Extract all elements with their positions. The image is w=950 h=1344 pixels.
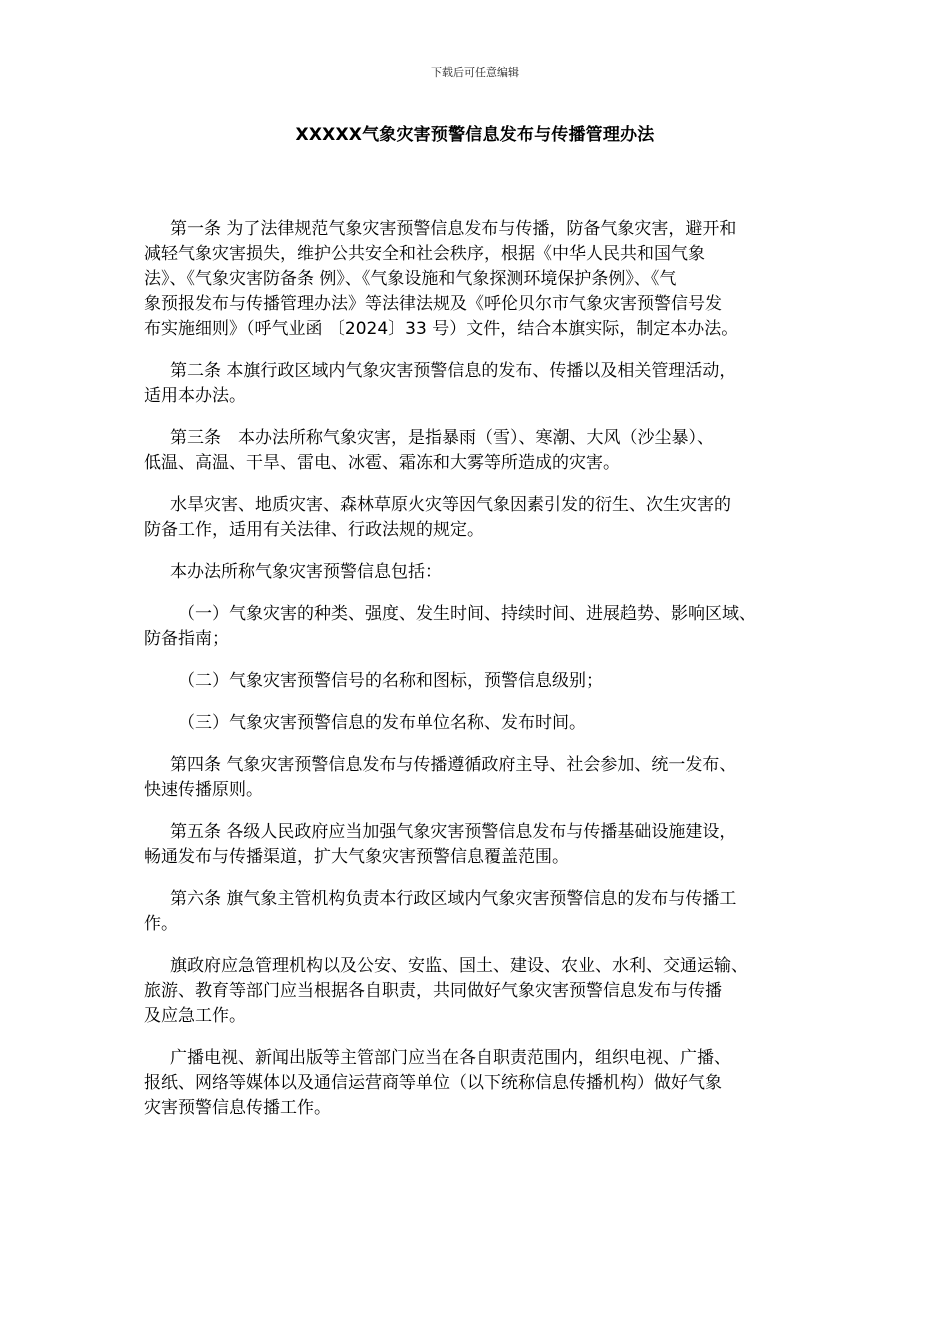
paragraph-line: （一）气象灾害的种类、强度、发生时间、持续时间、进展趋势、影响区域、 [178, 604, 756, 624]
document-title: XXXXX气象灾害预警信息发布与传播管理办法 [295, 125, 655, 145]
paragraph [144, 426, 814, 476]
paragraph-line: 畅通发布与传播渠道，扩大气象灾害预警信息覆盖范围。 [144, 847, 569, 867]
paragraph-line: 法》、《气象灾害防备条 例》、《气象设施和气象探测环境保护条例》、《气 [144, 269, 677, 289]
list-item-paragraph [144, 711, 814, 736]
paragraph [144, 753, 814, 803]
paragraph [144, 560, 814, 585]
list-item-paragraph [144, 602, 814, 652]
paragraph-line: （三）气象灾害预警信息的发布单位名称、发布时间。 [178, 713, 586, 733]
paragraph-line: 第六条 旗气象主管机构负责本行政区域内气象灾害预警信息的发布与传播工 [170, 889, 737, 909]
paragraph-line: 减轻气象灾害损失，维护公共安全和社会秩序，根据《中华人民共和国气象 [144, 244, 705, 264]
paragraph-line: 水旱灾害、地质灾害、森林草原火灾等因气象因素引发的衍生、次生灾害的 [170, 495, 731, 515]
paragraph [144, 359, 814, 409]
paragraph-line: 灾害预警信息传播工作。 [144, 1098, 331, 1118]
paragraph-line: 布实施细则》（呼气业函 〔2024〕33 号）文件，结合本旗实际，制定本办法。 [144, 319, 739, 339]
paragraph-line: （二）气象灾害预警信号的名称和图标，预警信息级别； [178, 671, 603, 691]
paragraph-line: 低温、高温、干旱、雷电、冰雹、霜冻和大雾等所造成的灾害。 [144, 453, 620, 473]
paragraph [144, 1046, 814, 1121]
paragraph-line: 适用本办法。 [144, 386, 246, 406]
paragraph-line: 快速传播原则。 [144, 780, 263, 800]
paragraph-line: 第四条 气象灾害预警信息发布与传播遵循政府主导、社会参加、统一发布、 [170, 755, 737, 775]
paragraph [144, 954, 814, 1029]
paragraph-line: 及应急工作。 [144, 1006, 246, 1026]
page-header-note: 下载后可任意编辑 [431, 66, 519, 79]
paragraph-line: 第五条 各级人民政府应当加强气象灾害预警信息发布与传播基础设施建设， [170, 822, 737, 842]
paragraph-line: 报纸、网络等媒体以及通信运营商等单位（以下统称信息传播机构）做好气象 [144, 1073, 722, 1093]
paragraph-line: 广播电视、新闻出版等主管部门应当在各自职责范围内，组织电视、广播、 [170, 1048, 731, 1068]
paragraph [144, 820, 814, 870]
paragraph [144, 493, 814, 543]
paragraph-line: 防备指南； [144, 629, 229, 649]
paragraph-line: 本办法所称气象灾害预警信息包括： [170, 562, 442, 582]
paragraph-line: 旗政府应急管理机构以及公安、安监、国土、建设、农业、水利、交通运输、 [170, 956, 748, 976]
paragraph-line: 象预报发布与传播管理办法》等法律法规及《呼伦贝尔市气象灾害预警信号发 [144, 294, 722, 314]
paragraph [144, 887, 814, 937]
paragraph [144, 217, 814, 342]
paragraph-line: 第一条 为了法律规范气象灾害预警信息发布与传播，防备气象灾害，避开和 [170, 219, 737, 239]
list-item-paragraph [144, 669, 814, 694]
paragraph-line: 作。 [144, 914, 178, 934]
paragraph-line: 防备工作，适用有关法律、行政法规的规定。 [144, 520, 484, 540]
paragraph-line: 第三条 本办法所称气象灾害，是指暴雨（雪）、寒潮、大风（沙尘暴）、 [170, 428, 714, 448]
paragraph-line: 第二条 本旗行政区域内气象灾害预警信息的发布、传播以及相关管理活动， [170, 361, 737, 381]
paragraph-line: 旅游、教育等部门应当根据各自职责，共同做好气象灾害预警信息发布与传播 [144, 981, 722, 1001]
document-body [144, 217, 814, 1138]
